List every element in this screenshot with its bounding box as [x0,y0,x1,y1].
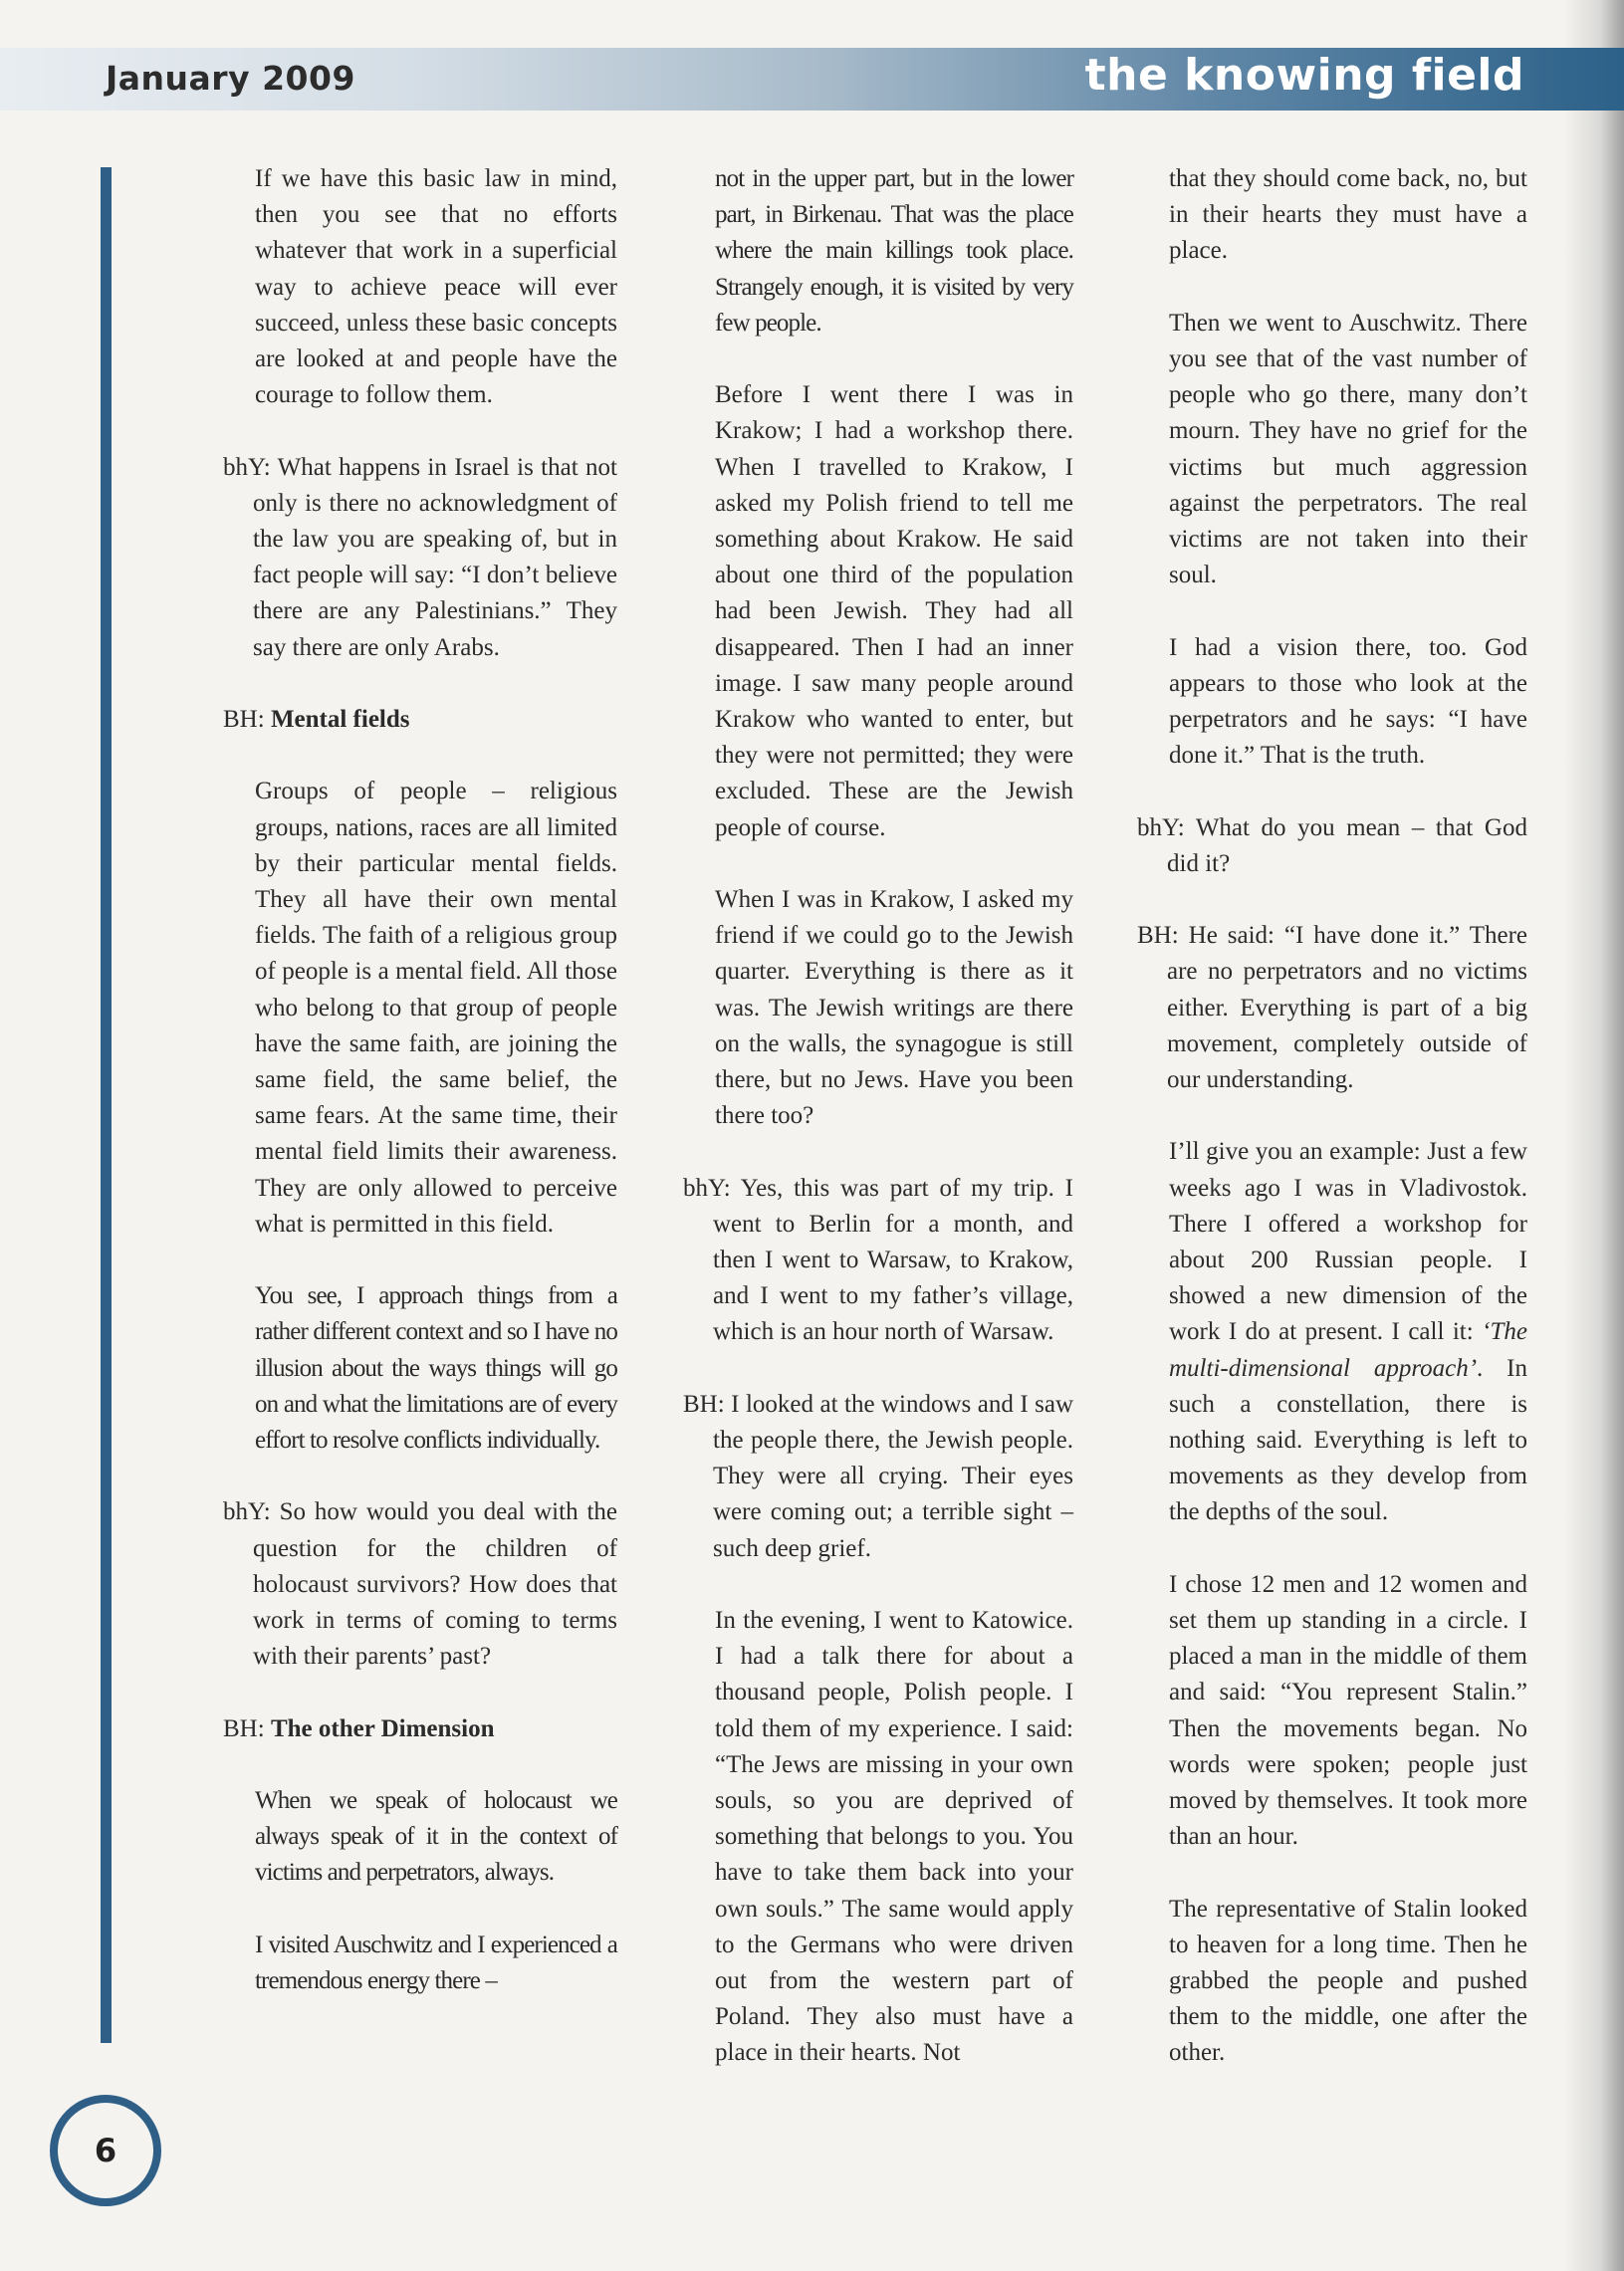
speaker-label: BH: [1137,922,1179,950]
speaker-label: BH: [223,1714,265,1742]
column-3 [1137,161,1527,2072]
speaker-label: bhY: [1137,813,1185,841]
paragraph [1137,1134,1527,1530]
speaker-label: bhY: [223,1498,271,1526]
paragraph: Then we went to Auschwitz. There you see that of the vast number of people who go there, many don’t mourn. They have no grief for the victims but much aggression against the perpetrators. The real victims are not taken into their soul. [1169,309,1527,589]
speaker-label: bhY: [223,453,271,481]
paragraph: I chose 12 men and 12 women and set them up standing in a circle. I placed a man in the middle of them and said: “You represent Stalin.” Then the movements began. No words were spoken; people just moved by themselves. It took more than an hour. [1169,1570,1527,1851]
interview-question [223,1494,617,1675]
paragraph: Before I went there I was in Krakow; I had a workshop there. When I travelled to Krakow, I asked my Polish friend to tell me something about Krakow. He said about one third of the population had been Jewish. They had all disappeared. Then I had an inner image. I saw many people around Krakow who wanted to enter, but they were not permitted; they were excluded. These are the Jewish people of course. [715,381,1073,841]
paragraph: You see, I approach things from a rather different context and so I have no illusion about the ways things will go on and what the limitations are of every effort to resolve conflicts individually. [255,1282,617,1455]
column-1 [223,161,617,1999]
column-2 [683,161,1073,2072]
paragraph: that they should come back, no, but in their hearts they must have a place. [1169,165,1527,265]
section-heading [223,1711,617,1747]
speech-text: I looked at the windows and I saw the people there, the Jewish people. They were all crying. Their eyes were coming out; a terrible sight – such deep grief. [713,1390,1074,1562]
interview-answer [1137,918,1527,1098]
emphasis-text: ‘The multi-dimensional approach’ [1169,1318,1527,1382]
margin-rule [101,167,112,2043]
section-heading [223,702,617,738]
speaker-label: bhY: [683,1174,731,1202]
paragraph: In the evening, I went to Katowice. I had a talk there for about a thousand people, Polish people. I told them of my experience. I said: “The Jews are missing in your own souls, so you are deprived of something that belongs to you. You have to take them back into your own souls.” The same would apply to the Germans who were driven out from the western part of Poland. They also must have a place in their hearts. Not [715,1607,1073,2067]
heading-text: The other Dimension [270,1714,495,1742]
interview-question [1137,810,1527,882]
paragraph: Groups of people – religious groups, nations, races are all limited by their particular mental fields. They all have their own mental fields. The faith of a religious group of people is a mental field. All those who belong to that group of people have the same faith, are joining the same field, the same belief, the same fears. At the same time, their mental field limits their awareness. They are only allowed to perceive what is permitted in this field. [255,778,617,1238]
speech-text: Yes, this was part of my trip. I went to Berlin for a month, and then I went to Warsaw, to Krakow, and I went to my father’s village, which is an hour north of Warsaw. [713,1174,1073,1346]
paragraph-text: . In such a constellation, there is nothing said. Everything is left to movements as they develop from the depths of the soul. [1169,1354,1528,1526]
paragraph: I had a vision there, too. God appears to those who look at the perpetrators and he says: “I have done it.” That is the truth. [1169,633,1527,770]
paragraph: The representative of Stalin looked to heaven for a long time. Then he grabbed the people and pushed them to the middle, one after the other. [1169,1895,1527,2067]
paragraph: not in the upper part, but in the lower part, in Birkenau. That was the place where the main killings took place. Strangely enough, it is visited by very few people. [715,165,1073,337]
paragraph: When we speak of holocaust we always speak of it in the context of victims and perpetrators, always. [255,1787,617,1887]
paragraph: If we have this basic law in mind, then you see that no efforts whatever that work in a superficial way to achieve peace will ever succeed, unless these basic concepts are looked at and people have the courage to follow them. [255,165,617,409]
speaker-label: BH: [683,1390,725,1418]
speaker-label: BH: [223,706,265,734]
speech-text: So how would you deal with the question for the children of holocaust survivors? How does that work in terms of coming to terms with their parents’ past? [253,1498,617,1671]
magazine-title: the knowing field [1084,50,1524,101]
paragraph: I visited Auschwitz and I experienced a tremendous energy there – [255,1930,617,1995]
interview-answer [683,1387,1073,1567]
interview-question [683,1171,1073,1351]
speech-text: He said: “I have done it.” There are no perpetrators and no victims either. Everything is part of a big movement, completely outside of our understanding. [1167,922,1527,1094]
interview-question [223,450,617,666]
heading-text: Mental fields [270,706,410,734]
page-edge-shadow [1564,0,1624,2271]
issue-date: January 2009 [106,59,355,98]
paragraph: When I was in Krakow, I asked my friend if we could go to the Jewish quarter. Everything is there as it was. The Jewish writings are there on the walls, the synagogue is still there, but no Jews. Have you been there too? [715,886,1073,1130]
page-number-badge [50,2095,161,2206]
speech-text: What happens in Israel is that not only is there no acknowledgment of the law you are speaking of, but in fact people will say: “I don’t believe there are any Palestinians.” They say there are only Arabs. [253,453,617,661]
page-number: 6 [94,2132,117,2169]
speech-text: What do you mean – that God did it? [1167,813,1527,877]
paragraph-text: I’ll give you an example: Just a few weeks ago I was in Vladivostok. There I offered a workshop for about 200 Russian people. I showed a new dimension of the work I do at present. I call it: [1169,1138,1527,1346]
